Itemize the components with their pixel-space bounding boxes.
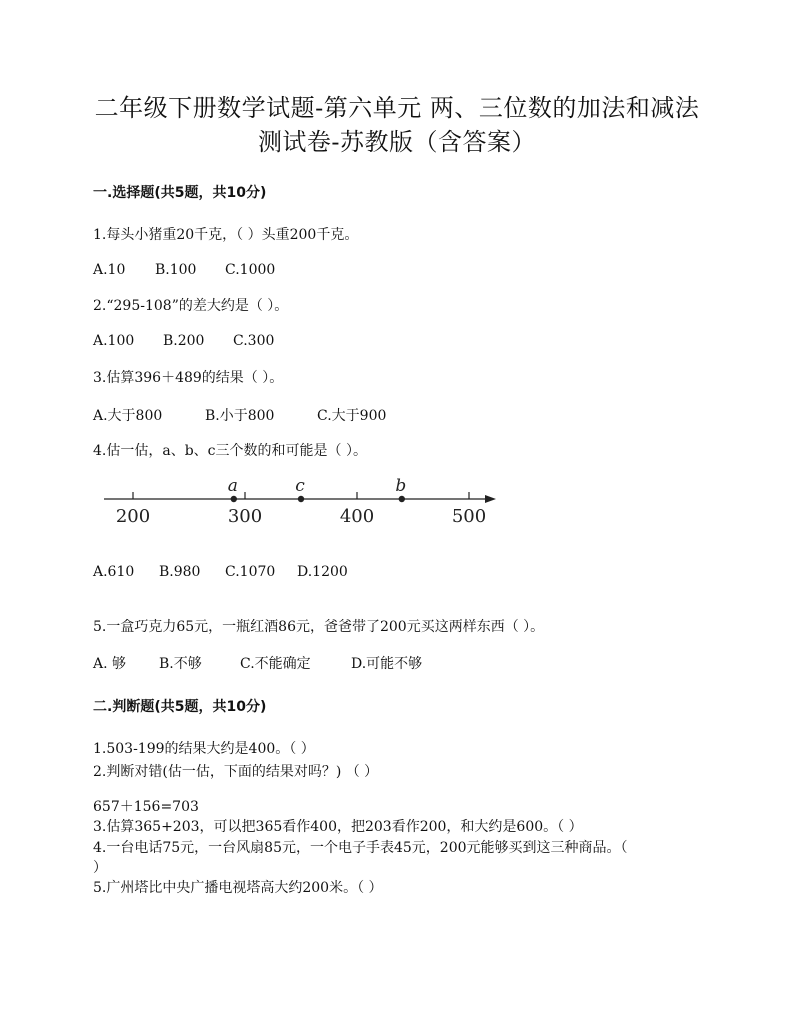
number-line-tick-label: 300: [227, 506, 263, 527]
page-title-line2: 测试卷-苏教版（含答案）: [257, 128, 537, 156]
section-heading-choice: 一.选择题(共5题，共10分): [93, 185, 267, 201]
option-a[interactable]: A.10: [93, 262, 126, 278]
number-line-arrow-icon: [485, 495, 496, 503]
judge-question-2-expression: 657＋156=703: [93, 799, 199, 815]
number-line-point-label: b: [395, 476, 407, 496]
question-4-options: [93, 564, 348, 580]
question-2-options: [93, 333, 274, 349]
option-a[interactable]: A.100: [93, 333, 135, 349]
number-line: [100, 476, 500, 532]
judge-question-1: 1.503-199的结果大约是400。（ ）: [93, 741, 315, 757]
option-c[interactable]: C.1000: [225, 262, 276, 278]
question-2: 2.“295-108”的差大约是（ ）。: [93, 298, 289, 314]
option-d[interactable]: D.1200: [297, 564, 348, 580]
number-line-point-label: a: [227, 476, 238, 496]
number-line-point: [231, 496, 237, 502]
option-b[interactable]: B.小于800: [205, 408, 275, 424]
judge-question-2: 2.判断对错(估一估，下面的结果对吗？) （ ）: [93, 764, 379, 780]
section-heading-judge: 二.判断题(共5题，共10分): [93, 699, 267, 715]
option-b[interactable]: B.980: [159, 564, 201, 580]
option-a[interactable]: A.610: [93, 564, 135, 580]
option-b[interactable]: B.不够: [159, 656, 202, 672]
option-b[interactable]: B.100: [155, 262, 197, 278]
judge-question-4-continued: ）: [93, 860, 107, 876]
number-line-point-label: c: [295, 476, 305, 496]
number-line-point: [298, 496, 304, 502]
option-c[interactable]: C.不能确定: [240, 656, 311, 672]
question-3-options: [93, 405, 386, 425]
question-4: 4.估一估，a、b、c三个数的和可能是（ ）。: [93, 443, 367, 459]
option-a[interactable]: A.大于800: [93, 408, 163, 424]
number-line-tick-label: 500: [451, 506, 487, 527]
judge-question-3: 3.估算365+203，可以把365看作400，把203看作200，和大约是600。（ ）: [93, 819, 583, 835]
option-c[interactable]: C.300: [233, 333, 275, 349]
number-line-point: [399, 496, 405, 502]
question-3: 3.估算396＋489的结果（ ）。: [93, 370, 284, 386]
number-line-tick-label: 200: [115, 506, 151, 527]
page-title-line1: 二年级下册数学试题-第六单元 两、三位数的加法和减法: [94, 94, 700, 122]
question-1-options: [93, 262, 275, 278]
judge-question-5: 5.广州塔比中央广播电视塔高大约200米。（ ）: [93, 880, 383, 896]
option-d[interactable]: D.可能不够: [351, 656, 423, 672]
question-1: 1.每头小猪重20千克，（ ）头重200千克。: [93, 227, 359, 243]
option-c[interactable]: C.大于900: [317, 408, 387, 424]
option-b[interactable]: B.200: [163, 333, 205, 349]
question-5-options: [93, 653, 422, 673]
option-a[interactable]: A. 够: [93, 656, 127, 672]
option-c[interactable]: C.1070: [225, 564, 276, 580]
judge-question-4: 4.一台电话75元，一台风扇85元，一个电子手表45元，200元能够买到这三种商品。（: [93, 840, 628, 856]
number-line-tick-label: 400: [339, 506, 375, 527]
question-5: 5.一盒巧克力65元，一瓶红酒86元，爸爸带了200元买这两样东西（ ）。: [93, 619, 545, 635]
